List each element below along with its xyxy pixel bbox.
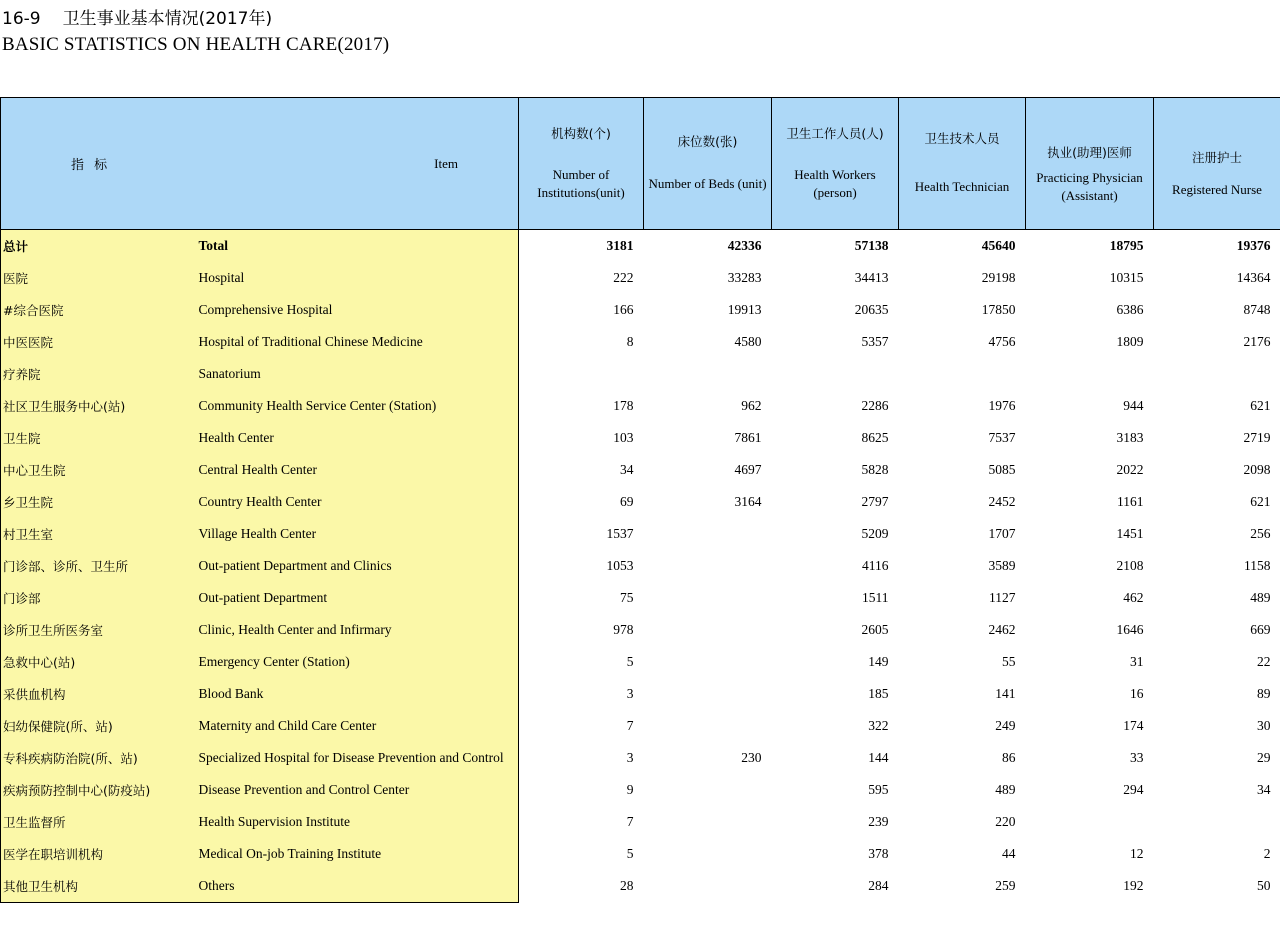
row-value: 1161 [1026, 486, 1154, 518]
row-value: 2108 [1026, 550, 1154, 582]
row-label-zh: 社区卫生服务中心(站) [1, 390, 191, 422]
row-value: 294 [1026, 774, 1154, 806]
row-value: 5 [519, 838, 644, 870]
row-label-en: Disease Prevention and Control Center [191, 774, 519, 806]
row-value: 31 [1026, 646, 1154, 678]
row-value: 75 [519, 582, 644, 614]
row-value: 89 [1154, 678, 1280, 710]
row-label-zh: 诊所卫生所医务室 [1, 614, 191, 646]
row-value [644, 550, 772, 582]
row-value: 185 [772, 678, 899, 710]
row-value: 2286 [772, 390, 899, 422]
row-value: 1053 [519, 550, 644, 582]
table-row [1, 806, 1280, 838]
row-value: 621 [1154, 486, 1280, 518]
row-label-en: Country Health Center [191, 486, 519, 518]
row-value: 284 [772, 870, 899, 903]
row-value: 944 [1026, 390, 1154, 422]
row-label-en: Total [191, 230, 519, 263]
header-col-registered-nurse-zh: 注册护士 [1191, 150, 1242, 166]
row-label-en: Hospital [191, 262, 519, 294]
table-row [1, 646, 1280, 678]
row-value: 220 [899, 806, 1026, 838]
header-col-beds-en: Number of Beds (unit) [648, 176, 767, 192]
row-label-en: Medical On-job Training Institute [191, 838, 519, 870]
row-label-zh: 总计 [1, 230, 191, 263]
table-row [1, 294, 1280, 326]
row-value: 86 [899, 742, 1026, 774]
row-value [644, 710, 772, 742]
table-row [1, 710, 1280, 742]
row-value: 669 [1154, 614, 1280, 646]
row-value: 19913 [644, 294, 772, 326]
row-value: 17850 [899, 294, 1026, 326]
row-label-zh: 急救中心(站) [1, 646, 191, 678]
table-row [1, 838, 1280, 870]
row-value: 1976 [899, 390, 1026, 422]
row-label-zh: 卫生院 [1, 422, 191, 454]
header-index-en: Item [434, 155, 458, 171]
table-row [1, 678, 1280, 710]
row-value: 69 [519, 486, 644, 518]
row-value [1026, 806, 1154, 838]
row-label-zh: 卫生监督所 [1, 806, 191, 838]
row-value [644, 806, 772, 838]
row-label-en: Others [191, 870, 519, 903]
table-title-chinese [2, 4, 272, 29]
row-label-zh: 医学在职培训机构 [1, 838, 191, 870]
row-value: 192 [1026, 870, 1154, 903]
header-col-health-workers-en2: (person) [813, 184, 857, 200]
row-label-en: Hospital of Traditional Chinese Medicine [191, 326, 519, 358]
row-value: 2462 [899, 614, 1026, 646]
row-value: 34413 [772, 262, 899, 294]
row-label-zh: 疗养院 [1, 358, 191, 390]
row-value: 230 [644, 742, 772, 774]
row-value: 3164 [644, 486, 772, 518]
row-value: 5209 [772, 518, 899, 550]
row-value: 166 [519, 294, 644, 326]
row-value: 595 [772, 774, 899, 806]
row-label-zh: 其他卫生机构 [1, 870, 191, 903]
row-value: 10315 [1026, 262, 1154, 294]
row-label-zh: 村卫生室 [1, 518, 191, 550]
row-value: 33 [1026, 742, 1154, 774]
table-row [1, 230, 1280, 263]
header-col-health-technician-zh: 卫生技术人员 [924, 131, 1000, 147]
table-row [1, 390, 1280, 422]
health-care-statistics-table [0, 97, 1280, 903]
header-col-institutions-zh: 机构数(个) [551, 125, 611, 141]
row-value: 149 [772, 646, 899, 678]
header-spacer [772, 142, 898, 166]
row-label-zh: 中医医院 [1, 326, 191, 358]
header-col-practicing-physician-en2: (Assistant) [1061, 187, 1118, 203]
header-spacer [644, 151, 771, 175]
table-row [1, 422, 1280, 454]
row-value: 2098 [1154, 454, 1280, 486]
header-col-health-technician-en: Health Technician [914, 179, 1010, 195]
table-header [1, 98, 1280, 230]
table-title-zh-text: 卫生事业基本情况(2017年) [62, 9, 273, 29]
row-value: 489 [1154, 582, 1280, 614]
table-row [1, 870, 1280, 903]
row-value: 34 [1154, 774, 1280, 806]
row-value: 19376 [1154, 230, 1280, 263]
row-label-zh: 疾病预防控制中心(防疫站) [1, 774, 191, 806]
header-spacer [1026, 161, 1153, 169]
row-value: 2022 [1026, 454, 1154, 486]
row-value [1154, 806, 1280, 838]
table-row [1, 326, 1280, 358]
row-value: 20635 [772, 294, 899, 326]
header-col-institutions-en1: Number of [552, 167, 610, 183]
header-col-health-workers [772, 98, 899, 230]
row-value: 29198 [899, 262, 1026, 294]
row-label-en: Clinic, Health Center and Infirmary [191, 614, 519, 646]
row-value: 3183 [1026, 422, 1154, 454]
row-value: 7 [519, 710, 644, 742]
row-value: 2719 [1154, 422, 1280, 454]
row-value: 22 [1154, 646, 1280, 678]
row-value: 57138 [772, 230, 899, 263]
row-value [772, 358, 899, 390]
header-index-zh: 指 标 [71, 158, 111, 173]
table-body [1, 230, 1280, 903]
row-value [644, 646, 772, 678]
row-label-zh: 专科疾病防治院(所、站) [1, 742, 191, 774]
row-value: 378 [772, 838, 899, 870]
header-col-institutions [519, 98, 644, 230]
row-value: 18795 [1026, 230, 1154, 263]
row-value: 1707 [899, 518, 1026, 550]
row-value: 28 [519, 870, 644, 903]
row-value: 322 [772, 710, 899, 742]
row-value [644, 582, 772, 614]
header-col-health-workers-en1: Health Workers [794, 167, 876, 183]
row-label-zh: 中心卫生院 [1, 454, 191, 486]
row-label-en: Central Health Center [191, 454, 519, 486]
row-value [644, 774, 772, 806]
row-value: 5357 [772, 326, 899, 358]
row-value: 1646 [1026, 614, 1154, 646]
row-value: 8625 [772, 422, 899, 454]
row-value: 1511 [772, 582, 899, 614]
header-col-institutions-en2: Institutions(unit) [537, 184, 625, 200]
row-label-en: Health Supervision Institute [191, 806, 519, 838]
header-col-practicing-physician-zh: 执业(助理)医师 [1047, 144, 1132, 160]
table-row [1, 614, 1280, 646]
row-value: 33283 [644, 262, 772, 294]
row-value: 2605 [772, 614, 899, 646]
row-value: 8 [519, 326, 644, 358]
header-col-health-workers-zh: 卫生工作人员(人) [786, 125, 884, 141]
row-value: 9 [519, 774, 644, 806]
table-row [1, 582, 1280, 614]
row-value [644, 870, 772, 903]
header-col-practicing-physician-en1: Practicing Physician [1036, 170, 1143, 186]
row-value: 2797 [772, 486, 899, 518]
header-col-practicing-physician [1026, 98, 1154, 230]
row-value [644, 614, 772, 646]
row-label-en: Community Health Service Center (Station) [191, 390, 519, 422]
row-label-zh: 门诊部 [1, 582, 191, 614]
row-value: 30 [1154, 710, 1280, 742]
header-col-health-technician [899, 98, 1026, 230]
row-value: 6386 [1026, 294, 1154, 326]
row-value: 8748 [1154, 294, 1280, 326]
row-value: 178 [519, 390, 644, 422]
row-label-en: Blood Bank [191, 678, 519, 710]
row-value [644, 678, 772, 710]
row-value: 1451 [1026, 518, 1154, 550]
row-value: 4580 [644, 326, 772, 358]
row-value: 55 [899, 646, 1026, 678]
row-value: 174 [1026, 710, 1154, 742]
row-value [644, 838, 772, 870]
row-value: 259 [899, 870, 1026, 903]
table-row [1, 262, 1280, 294]
row-value: 962 [644, 390, 772, 422]
row-value: 4756 [899, 326, 1026, 358]
row-label-en: Maternity and Child Care Center [191, 710, 519, 742]
row-value: 103 [519, 422, 644, 454]
row-label-en: Out-patient Department [191, 582, 519, 614]
header-col-registered-nurse-en: Registered Nurse [1172, 182, 1262, 198]
row-label-en: Out-patient Department and Clinics [191, 550, 519, 582]
header-col-beds-zh: 床位数(张) [677, 134, 738, 150]
row-value: 489 [899, 774, 1026, 806]
row-value: 978 [519, 614, 644, 646]
row-value: 34 [519, 454, 644, 486]
row-value: 14364 [1154, 262, 1280, 294]
row-value [1026, 358, 1154, 390]
row-label-en: Comprehensive Hospital [191, 294, 519, 326]
row-value: 4697 [644, 454, 772, 486]
row-label-en: Emergency Center (Station) [191, 646, 519, 678]
table-row [1, 774, 1280, 806]
row-value: 2452 [899, 486, 1026, 518]
table-row [1, 742, 1280, 774]
header-spacer [1154, 167, 1280, 181]
row-value: 249 [899, 710, 1026, 742]
row-value: 7861 [644, 422, 772, 454]
row-label-zh: 采供血机构 [1, 678, 191, 710]
header-spacer [519, 142, 643, 166]
row-value: 1158 [1154, 550, 1280, 582]
header-index-cell [1, 98, 519, 230]
row-value: 7537 [899, 422, 1026, 454]
row-value [644, 358, 772, 390]
table-row [1, 358, 1280, 390]
row-value: 462 [1026, 582, 1154, 614]
row-value [899, 358, 1026, 390]
row-value: 239 [772, 806, 899, 838]
row-value: 12 [1026, 838, 1154, 870]
table-row [1, 454, 1280, 486]
row-value: 29 [1154, 742, 1280, 774]
row-label-zh: #综合医院 [1, 294, 191, 326]
row-value [1154, 358, 1280, 390]
row-label-en: Sanatorium [191, 358, 519, 390]
row-label-en: Village Health Center [191, 518, 519, 550]
row-value: 3 [519, 678, 644, 710]
row-value: 1127 [899, 582, 1026, 614]
table-title-english: BASIC STATISTICS ON HEALTH CARE(2017) [2, 34, 390, 55]
row-label-zh: 门诊部、诊所、卫生所 [1, 550, 191, 582]
row-label-zh: 乡卫生院 [1, 486, 191, 518]
row-value: 42336 [644, 230, 772, 263]
row-value [644, 518, 772, 550]
row-value: 4116 [772, 550, 899, 582]
row-value: 5828 [772, 454, 899, 486]
row-label-en: Health Center [191, 422, 519, 454]
table-row [1, 486, 1280, 518]
row-value: 7 [519, 806, 644, 838]
row-label-zh: 妇幼保健院(所、站) [1, 710, 191, 742]
row-value: 222 [519, 262, 644, 294]
row-value: 5085 [899, 454, 1026, 486]
row-value: 45640 [899, 230, 1026, 263]
row-value: 144 [772, 742, 899, 774]
row-value: 5 [519, 646, 644, 678]
row-value: 2 [1154, 838, 1280, 870]
row-value: 16 [1026, 678, 1154, 710]
header-col-beds [644, 98, 772, 230]
row-label-zh: 医院 [1, 262, 191, 294]
table-number: 16-9 [2, 9, 41, 29]
table-row [1, 518, 1280, 550]
row-value: 2176 [1154, 326, 1280, 358]
row-value: 141 [899, 678, 1026, 710]
row-value: 621 [1154, 390, 1280, 422]
row-value: 50 [1154, 870, 1280, 903]
row-value [519, 358, 644, 390]
row-value: 1809 [1026, 326, 1154, 358]
row-value: 44 [899, 838, 1026, 870]
row-value: 3589 [899, 550, 1026, 582]
row-value: 1537 [519, 518, 644, 550]
header-col-registered-nurse [1154, 98, 1280, 230]
row-value: 3 [519, 742, 644, 774]
table-row [1, 550, 1280, 582]
row-value: 3181 [519, 230, 644, 263]
row-value: 256 [1154, 518, 1280, 550]
row-label-en: Specialized Hospital for Disease Prevention and Control [191, 742, 519, 774]
